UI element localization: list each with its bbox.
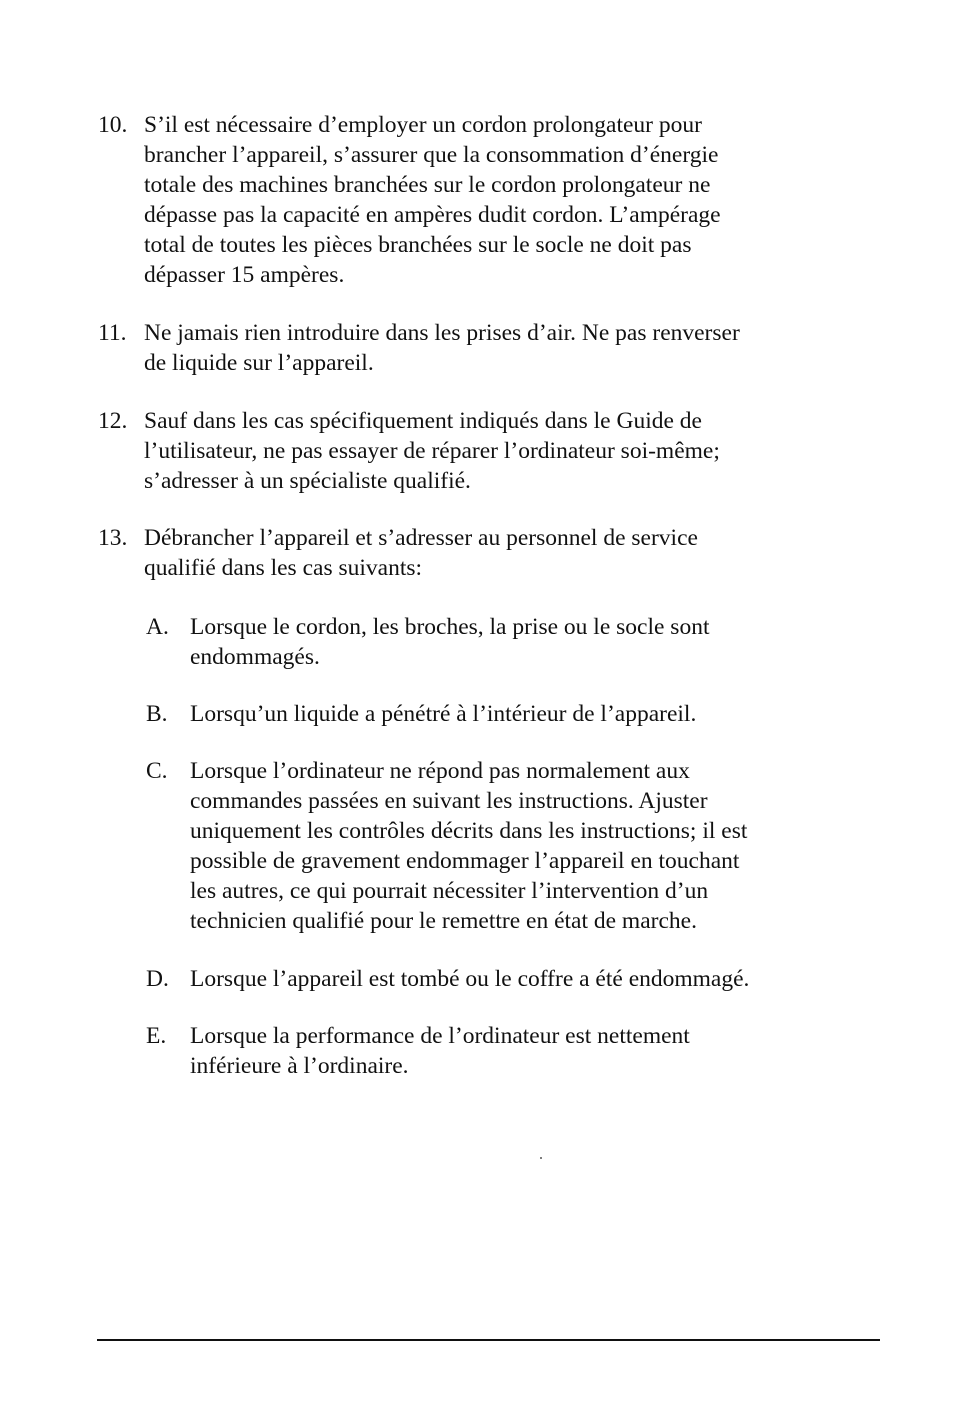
item-number: 12. [98,408,128,434]
item-number: 11. [98,320,127,346]
sub-item-letter: D. [146,966,169,992]
item-text: Sauf dans les cas spécifiquement indiqués dans le Guide de l’utilisateur, ne pas essayer de réparer l’ordinateur soi-même; s’adresser à un spécialiste qualifié. [144,408,720,494]
footer-rule [97,1339,880,1341]
scan-speck [540,1157,542,1159]
sub-item-letter: C. [146,758,168,784]
item-number: 13. [98,525,128,551]
sub-item-letter: A. [146,614,169,640]
sub-item-text: Lorsque la performance de l’ordinateur est nettement inférieure à l’ordinaire. [190,1023,690,1079]
item-number: 10. [98,112,128,138]
item-text: Débrancher l’appareil et s’adresser au personnel de service qualifié dans les cas suivants: [144,525,698,581]
sub-item-letter: B. [146,701,168,727]
sub-item-text: Lorsque l’appareil est tombé ou le coffre a été endommagé. [190,966,750,992]
item-text: S’il est nécessaire d’employer un cordon prolongateur pour brancher l’appareil, s’assurer que la consommation d’énergie totale des machines branchées sur le cordon prolongateur ne dépasse pas la capacité en ampères dudit cordon. L’ampérage total de toutes les pièces branchées sur le socle ne doit pas dépasser 15 ampères. [144,112,721,288]
sub-item-text: Lorsque l’ordinateur ne répond pas normalement aux commandes passées en suivant les instructions. Ajuster uniquement les contrôles décrits dans les instructions; il est possible de gravement endommager l’appareil en touchant les autres, ce qui pourrait nécessiter l’intervention d’un technicien qualifié pour le remettre en état de marche. [190,758,748,934]
sub-item-text: Lorsqu’un liquide a pénétré à l’intérieur de l’appareil. [190,701,697,727]
item-text: Ne jamais rien introduire dans les prises d’air. Ne pas renverser de liquide sur l’appareil. [144,320,740,376]
sub-item-letter: E. [146,1023,167,1049]
sub-item-text: Lorsque le cordon, les broches, la prise ou le socle sont endommagés. [190,614,710,670]
